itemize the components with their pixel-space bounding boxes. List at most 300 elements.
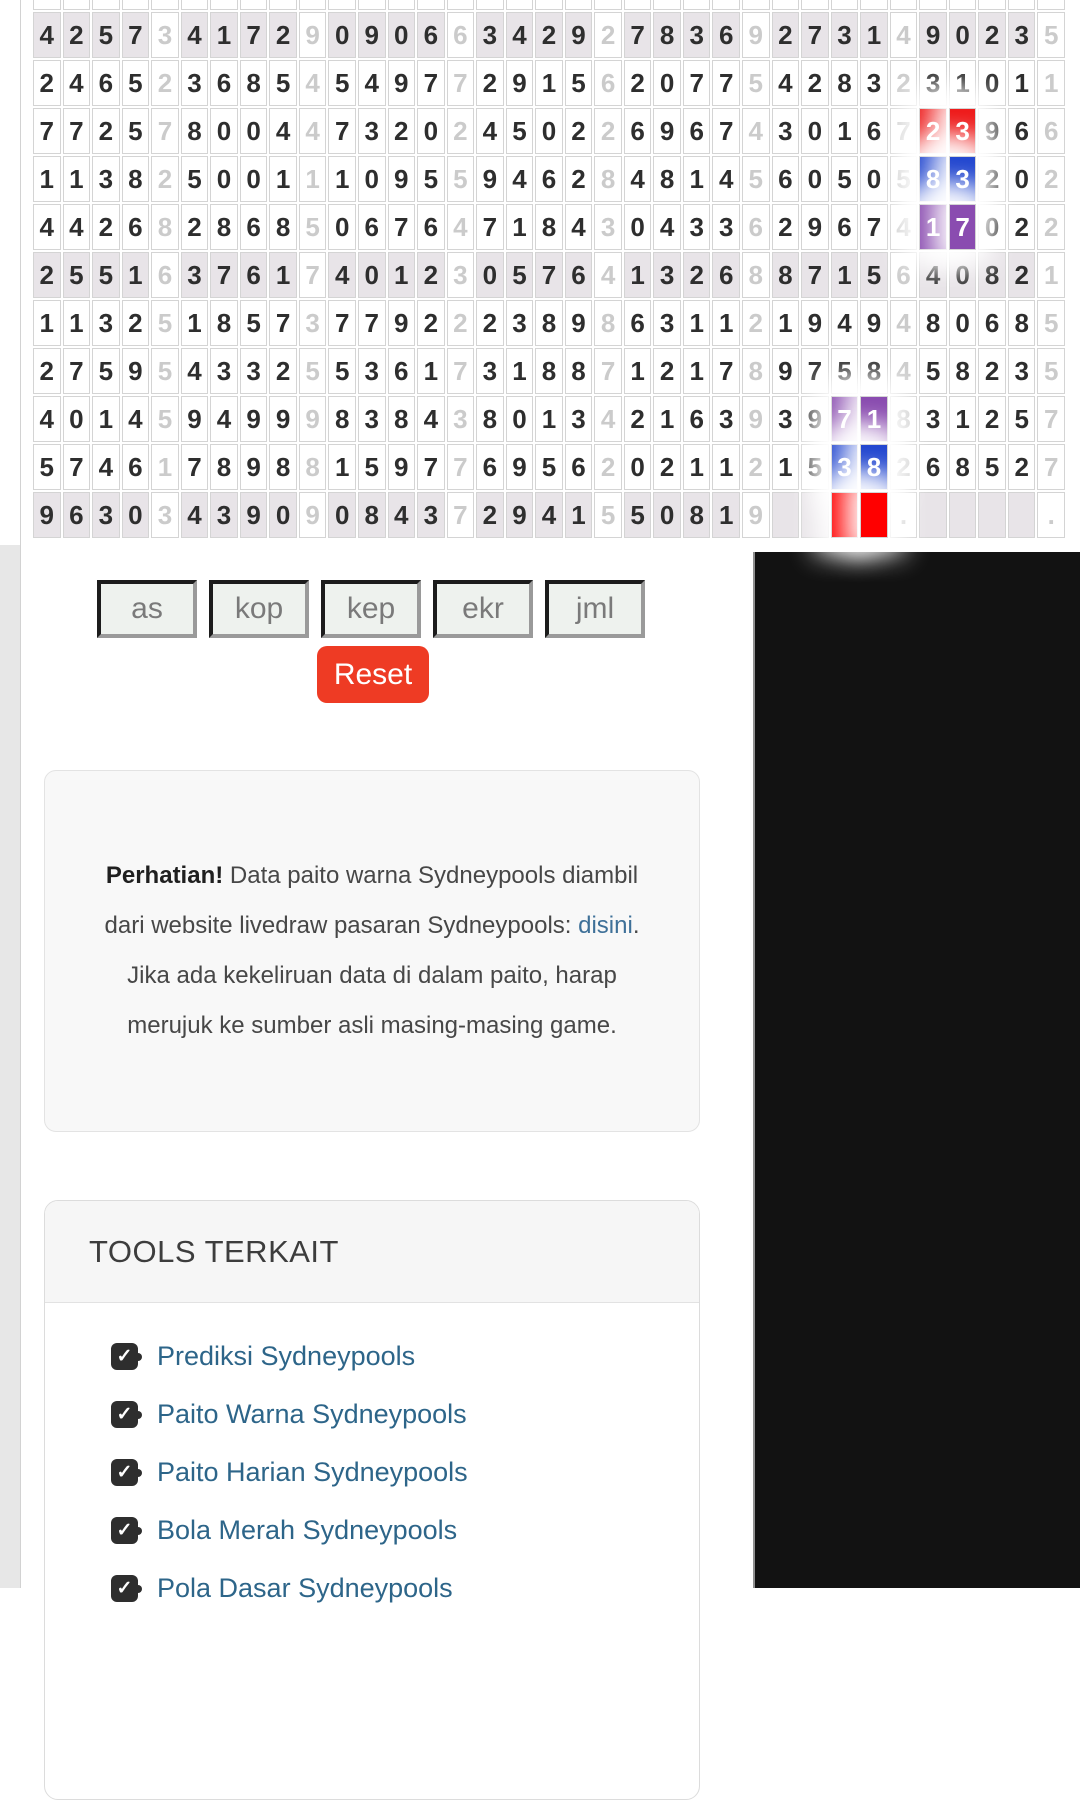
paito-sum-cell: 2 [742, 300, 770, 346]
paito-cell: 2 [978, 12, 1006, 58]
paito-cell-partial [712, 0, 740, 10]
paito-cell: 1 [269, 252, 297, 298]
paito-cell: 7 [712, 348, 740, 394]
paito-cell-partial [860, 0, 888, 10]
paito-cell: 7 [210, 252, 238, 298]
paito-cell: 3 [831, 444, 859, 490]
paito-cell: 7 [388, 204, 416, 250]
paito-cell: 0 [328, 12, 356, 58]
paito-cell: 8 [388, 396, 416, 442]
paito-cell: 6 [417, 204, 445, 250]
paito-cell: 3 [683, 204, 711, 250]
paito-cell: 5 [506, 252, 534, 298]
paito-cell: 1 [624, 252, 652, 298]
paito-cell: 6 [978, 300, 1006, 346]
paito-cell: 0 [240, 156, 268, 202]
paito-cell: 9 [506, 60, 534, 106]
paito-cell: 7 [328, 108, 356, 154]
check-square-icon [111, 1343, 138, 1370]
paito-cell: 8 [653, 12, 681, 58]
paito-cell-partial [594, 0, 622, 10]
paito-cell: 3 [181, 60, 209, 106]
notice-text-2: . Jika ada kekeliruan data di dalam paito, harap merujuk ke sumber asli masing-masing game. [127, 912, 640, 1039]
paito-sum-cell: 2 [447, 300, 475, 346]
check-square-icon [111, 1517, 138, 1544]
paito-cell-partial [1008, 0, 1036, 10]
paito-sum-cell: 2 [151, 156, 179, 202]
paito-cell: 0 [653, 492, 681, 538]
paito-cell: 4 [122, 396, 150, 442]
paito-cell: 7 [535, 252, 563, 298]
paito-cell: 1 [653, 396, 681, 442]
paito-cell-partial [151, 0, 179, 10]
paito-cell: 6 [772, 156, 800, 202]
paito-sum-cell: 2 [1037, 204, 1065, 250]
paito-cell: 5 [831, 156, 859, 202]
paito-sum-cell: 4 [890, 300, 918, 346]
paito-cell: 6 [683, 396, 711, 442]
paito-cell: 8 [210, 204, 238, 250]
filter-button-kep[interactable]: kep [321, 580, 421, 638]
paito-cell: 2 [978, 396, 1006, 442]
paito-cell: 6 [122, 444, 150, 490]
paito-cell-partial [299, 0, 327, 10]
paito-cell: 5 [358, 444, 386, 490]
paito-cell-partial [890, 0, 918, 10]
paito-cell [860, 492, 888, 538]
paito-cell: 5 [328, 348, 356, 394]
paito-cell: 6 [240, 252, 268, 298]
paito-cell: 2 [33, 348, 61, 394]
paito-cell: 0 [624, 204, 652, 250]
tool-link[interactable]: Bola Merah Sydneypools [157, 1514, 458, 1545]
paito-cell: 5 [1008, 396, 1036, 442]
disini-link[interactable]: disini [578, 912, 633, 939]
paito-cell: 9 [358, 12, 386, 58]
paito-cell: 9 [801, 300, 829, 346]
filter-button-ekr[interactable]: ekr [433, 580, 533, 638]
paito-cell: 5 [417, 156, 445, 202]
paito-cell: 0 [210, 108, 238, 154]
notice-card [44, 770, 700, 1132]
paito-cell: 6 [1008, 108, 1036, 154]
paito-cell-partial [949, 0, 977, 10]
paito-cell: 9 [801, 396, 829, 442]
paito-cell: 3 [653, 300, 681, 346]
paito-cell: 0 [328, 492, 356, 538]
paito-sum-cell: 5 [1037, 348, 1065, 394]
paito-sum-cell: 9 [299, 396, 327, 442]
paito-cell: 9 [388, 156, 416, 202]
paito-cell: 3 [476, 12, 504, 58]
tool-link[interactable]: Paito Warna Sydneypools [157, 1398, 467, 1429]
paito-cell: 3 [476, 348, 504, 394]
paito-cell: 2 [565, 156, 593, 202]
paito-cell: 1 [949, 396, 977, 442]
paito-cell-partial [476, 0, 504, 10]
paito-cell: 4 [63, 60, 91, 106]
paito-cell: 1 [919, 204, 947, 250]
paito-cell-partial [447, 0, 475, 10]
paito-sum-cell: 4 [890, 204, 918, 250]
paito-cell: 7 [269, 300, 297, 346]
paito-sum-cell: 5 [151, 396, 179, 442]
paito-cell-partial [417, 0, 445, 10]
paito-cell: 6 [417, 12, 445, 58]
paito-sum-cell: 2 [890, 444, 918, 490]
paito-cell: 7 [63, 444, 91, 490]
paito-cell-partial [388, 0, 416, 10]
paito-cell: 0 [801, 156, 829, 202]
tool-link[interactable]: Prediksi Sydneypools [157, 1340, 416, 1371]
paito-cell: 5 [831, 348, 859, 394]
paito-sum-cell: 2 [594, 12, 622, 58]
paito-cell: 9 [476, 156, 504, 202]
paito-cell: 3 [683, 12, 711, 58]
paito-cell: 4 [181, 12, 209, 58]
paito-sum-cell: 5 [151, 300, 179, 346]
paito-cell: 3 [919, 396, 947, 442]
paito-cell: 8 [210, 300, 238, 346]
paito-cell: 2 [1008, 444, 1036, 490]
paito-sum-cell: . [1037, 492, 1065, 538]
paito-cell: 1 [831, 108, 859, 154]
paito-cell: 5 [63, 252, 91, 298]
paito-cell: 9 [388, 60, 416, 106]
paito-cell: 1 [712, 444, 740, 490]
filter-button-as[interactable]: as [97, 580, 197, 638]
paito-sum-cell: 2 [447, 108, 475, 154]
paito-cell: 9 [506, 492, 534, 538]
paito-cell: 3 [712, 204, 740, 250]
paito-cell-partial [122, 0, 150, 10]
paito-cell: 6 [860, 108, 888, 154]
paito-cell: 7 [328, 300, 356, 346]
paito-cell: 6 [476, 444, 504, 490]
paito-cell: 4 [358, 60, 386, 106]
paito-cell: 6 [358, 204, 386, 250]
paito-cell-partial [683, 0, 711, 10]
paito-cell: 9 [240, 396, 268, 442]
paito-cell: 6 [92, 60, 120, 106]
paito-cell: 0 [358, 156, 386, 202]
paito-sum-cell: 3 [151, 492, 179, 538]
paito-cell-partial [742, 0, 770, 10]
paito-cell: 3 [358, 108, 386, 154]
paito-cell: 7 [712, 60, 740, 106]
paito-cell: 9 [653, 108, 681, 154]
paito-cell-partial [919, 0, 947, 10]
paito-cell: 4 [92, 444, 120, 490]
paito-sum-cell: 3 [447, 396, 475, 442]
paito-cell: 9 [772, 348, 800, 394]
paito-cell: 9 [860, 300, 888, 346]
paito-sum-cell: 7 [890, 108, 918, 154]
paito-cell: 1 [712, 492, 740, 538]
paito-cell: 4 [624, 156, 652, 202]
tools-card [44, 1200, 700, 1800]
paito-cell: 4 [328, 252, 356, 298]
paito-cell: 2 [1008, 204, 1036, 250]
paito-sum-cell: 7 [447, 60, 475, 106]
paito-cell: 7 [860, 204, 888, 250]
paito-cell: 5 [565, 60, 593, 106]
notice-text [98, 851, 646, 1051]
paito-cell: 2 [92, 204, 120, 250]
paito-cell: 8 [683, 492, 711, 538]
paito-cell: 5 [240, 300, 268, 346]
paito-cell: 1 [683, 348, 711, 394]
paito-cell: 6 [122, 204, 150, 250]
paito-cell: 8 [240, 60, 268, 106]
paito-cell: 1 [269, 156, 297, 202]
paito-sum-cell: 5 [447, 156, 475, 202]
paito-sum-cell: 3 [594, 204, 622, 250]
paito-cell: 4 [772, 60, 800, 106]
paito-cell: 2 [63, 12, 91, 58]
paito-cell: 3 [712, 396, 740, 442]
paito-cell: 1 [683, 444, 711, 490]
paito-cell: 9 [506, 444, 534, 490]
paito-cell: 7 [683, 60, 711, 106]
paito-cell: 4 [653, 204, 681, 250]
paito-cell: 2 [33, 60, 61, 106]
paito-cell: 6 [565, 444, 593, 490]
paito-cell: 8 [328, 396, 356, 442]
paito-cell: 6 [210, 60, 238, 106]
notice-bold: Perhatian! [105, 862, 224, 889]
paito-sum-cell: 7 [447, 348, 475, 394]
paito-sum-cell: 5 [1037, 12, 1065, 58]
paito-cell: 5 [122, 108, 150, 154]
paito-cell: 5 [181, 156, 209, 202]
paito-cell [1008, 492, 1036, 538]
paito-cell: 9 [240, 492, 268, 538]
paito-sum-cell: 1 [1037, 60, 1065, 106]
paito-sum-cell: 3 [151, 12, 179, 58]
livedraw-panel [753, 552, 1080, 1588]
paito-cell: 9 [565, 12, 593, 58]
paito-cell: 1 [1008, 60, 1036, 106]
paito-cell-partial [624, 0, 652, 10]
paito-cell: 6 [712, 252, 740, 298]
paito-cell: 0 [978, 204, 1006, 250]
paito-sum-cell: 5 [299, 348, 327, 394]
paito-cell: 7 [417, 444, 445, 490]
paito-cell: 5 [506, 108, 534, 154]
paito-cell: 1 [860, 12, 888, 58]
paito-cell: 4 [33, 12, 61, 58]
paito-cell: 1 [860, 396, 888, 442]
paito-cell: 1 [328, 444, 356, 490]
tool-link[interactable]: Pola Dasar Sydneypools [157, 1572, 453, 1603]
paito-cell: 3 [210, 492, 238, 538]
paito-sum-cell: 8 [890, 396, 918, 442]
paito-sum-cell: 1 [1037, 252, 1065, 298]
paito-sum-cell: 5 [151, 348, 179, 394]
paito-cell: 7 [417, 60, 445, 106]
paito-cell: 1 [772, 444, 800, 490]
paito-cell: 5 [92, 252, 120, 298]
paito-cell-partial [328, 0, 356, 10]
reset-button[interactable]: Reset [317, 646, 429, 703]
paito-cell: 0 [63, 396, 91, 442]
paito-cell: 4 [33, 204, 61, 250]
paito-cell: 7 [122, 12, 150, 58]
paito-cell: 3 [92, 492, 120, 538]
paito-cell: 4 [181, 492, 209, 538]
paito-cell: 0 [328, 204, 356, 250]
paito-cell: 1 [417, 348, 445, 394]
paito-sum-cell: 7 [1037, 444, 1065, 490]
paito-cell: 8 [269, 204, 297, 250]
paito-cell: 3 [210, 348, 238, 394]
paito-sum-cell: 6 [447, 12, 475, 58]
paito-cell-partial [772, 0, 800, 10]
paito-cell: 7 [240, 12, 268, 58]
paito-sum-cell: 4 [299, 108, 327, 154]
paito-cell: 3 [417, 492, 445, 538]
paito-cell: 2 [33, 252, 61, 298]
paito-sum-cell: 4 [890, 348, 918, 394]
paito-cell: 4 [476, 108, 504, 154]
tool-link[interactable]: Paito Harian Sydneypools [157, 1456, 468, 1487]
paito-cell: 8 [860, 348, 888, 394]
paito-cell: 3 [506, 300, 534, 346]
paito-cell: 7 [801, 252, 829, 298]
paito-table [33, 0, 1065, 538]
paito-cell-partial [63, 0, 91, 10]
paito-cell [949, 492, 977, 538]
paito-cell: 8 [919, 300, 947, 346]
paito-cell: 2 [801, 60, 829, 106]
paito-cell-partial [1037, 0, 1065, 10]
paito-cell: 0 [949, 252, 977, 298]
paito-cell: 2 [1008, 252, 1036, 298]
paito-cell: 4 [565, 204, 593, 250]
paito-cell-partial [269, 0, 297, 10]
paito-cell-partial [210, 0, 238, 10]
paito-cell: 1 [683, 300, 711, 346]
left-gutter [0, 545, 20, 1588]
paito-cell: 7 [831, 396, 859, 442]
paito-cell-partial [92, 0, 120, 10]
paito-sum-cell: 4 [742, 108, 770, 154]
paito-cell: 2 [772, 12, 800, 58]
paito-sum-cell: 3 [299, 300, 327, 346]
paito-sum-cell: 5 [742, 156, 770, 202]
paito-cell: 0 [358, 252, 386, 298]
paito-cell: 4 [712, 156, 740, 202]
paito-cell: 8 [978, 252, 1006, 298]
paito-cell: 7 [63, 108, 91, 154]
paito-cell: 0 [476, 252, 504, 298]
paito-cell: 3 [831, 12, 859, 58]
paito-cell: 6 [535, 156, 563, 202]
paito-cell: 4 [388, 492, 416, 538]
paito-cell: 5 [328, 60, 356, 106]
paito-sum-cell: 7 [1037, 396, 1065, 442]
paito-cell: 4 [181, 348, 209, 394]
paito-cell-partial [653, 0, 681, 10]
paito-cell: 8 [860, 444, 888, 490]
paito-cell: 9 [565, 300, 593, 346]
paito-sum-cell: 2 [890, 60, 918, 106]
paito-cell: 3 [92, 156, 120, 202]
paito-cell: 1 [683, 156, 711, 202]
paito-cell: 3 [240, 348, 268, 394]
paito-cell: 8 [772, 252, 800, 298]
paito-sum-cell: 9 [742, 492, 770, 538]
tool-list-item [111, 1327, 699, 1385]
paito-cell: 2 [772, 204, 800, 250]
paito-sum-cell: 6 [151, 252, 179, 298]
paito-cell: 8 [831, 60, 859, 106]
tool-list-item [111, 1385, 699, 1443]
paito-cell: 7 [624, 12, 652, 58]
paito-sum-cell: 8 [594, 156, 622, 202]
paito-cell-partial [358, 0, 386, 10]
paito-cell: 7 [801, 12, 829, 58]
paito-sum-cell: 7 [594, 348, 622, 394]
paito-cell: 2 [122, 300, 150, 346]
paito-cell: 8 [949, 348, 977, 394]
paito-sum-cell: 2 [1037, 156, 1065, 202]
paito-cell: 1 [949, 60, 977, 106]
paito-cell: 5 [978, 444, 1006, 490]
paito-cell: 7 [358, 300, 386, 346]
paito-cell: 1 [535, 396, 563, 442]
paito-cell: 1 [122, 252, 150, 298]
paito-sum-cell: 9 [742, 396, 770, 442]
paito-cell-partial [181, 0, 209, 10]
paito-cell: 8 [269, 444, 297, 490]
paito-cell: 7 [712, 108, 740, 154]
paito-cell: 3 [358, 396, 386, 442]
paito-cell: 1 [535, 60, 563, 106]
paito-cell: 4 [33, 396, 61, 442]
paito-sum-cell: 1 [299, 156, 327, 202]
paito-cell-partial [565, 0, 593, 10]
paito-cell: 6 [624, 300, 652, 346]
paito-sum-cell: 7 [299, 252, 327, 298]
paito-cell: 3 [919, 60, 947, 106]
paito-cell: 9 [269, 396, 297, 442]
paito-sum-cell: 4 [890, 12, 918, 58]
paito-cell: 9 [33, 492, 61, 538]
paito-cell: 9 [919, 12, 947, 58]
tools-list [45, 1303, 699, 1617]
paito-cell: 8 [210, 444, 238, 490]
paito-cell: 1 [181, 300, 209, 346]
paito-cell: 9 [978, 108, 1006, 154]
paito-cell [831, 492, 859, 538]
paito-cell: 0 [240, 108, 268, 154]
paito-cell: 6 [63, 492, 91, 538]
paito-cell: 2 [653, 444, 681, 490]
paito-cell: 6 [565, 252, 593, 298]
paito-cell [772, 492, 800, 538]
paito-cell: 3 [181, 252, 209, 298]
paito-cell: 0 [949, 300, 977, 346]
filter-button-group [97, 580, 645, 638]
paito-cell: 0 [1008, 156, 1036, 202]
paito-sum-cell: 8 [742, 252, 770, 298]
filter-button-jml[interactable]: jml [545, 580, 645, 638]
paito-cell: 1 [831, 252, 859, 298]
paito-cell: 1 [92, 396, 120, 442]
filter-button-kop[interactable]: kop [209, 580, 309, 638]
